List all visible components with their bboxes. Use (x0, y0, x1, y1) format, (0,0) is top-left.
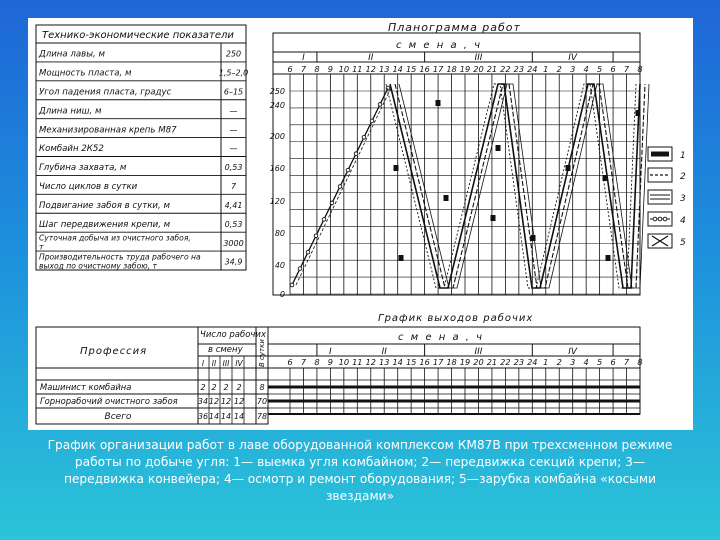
hour-label: 6 (610, 357, 616, 367)
hour-label: 13 (379, 357, 390, 367)
indicator-value: 0,53 (224, 219, 243, 229)
y-tick-label: 250 (269, 87, 285, 96)
indicator-label: Угол падения пласта, градус (39, 87, 172, 98)
profession-header: Профессия (80, 346, 148, 357)
hour-label: 7 (300, 357, 307, 367)
workers-chart-hour-labels (287, 357, 642, 367)
workers-row-value: 12 (233, 397, 245, 406)
workers-table-frame (36, 327, 268, 424)
indicator-label-cont: выход по очистному забою, т (39, 261, 157, 271)
hour-label: 10 (338, 357, 350, 367)
legend-number: 1 (680, 151, 686, 161)
indicator-label: Производительность труда рабочего на (39, 252, 201, 262)
hour-label: 9 (327, 64, 333, 74)
advance-marker (378, 103, 382, 107)
y-tick-label: 120 (269, 197, 285, 206)
advance-marker (338, 185, 342, 189)
repair-marker (399, 255, 404, 261)
hour-label: 3 (570, 357, 576, 367)
hour-label: 4 (583, 64, 589, 74)
indicator-value: 7 (230, 182, 237, 192)
y-tick-label: 160 (269, 164, 285, 173)
hour-label: 18 (446, 64, 457, 74)
hour-label: 2 (556, 64, 562, 74)
hour-label: 2 (556, 357, 562, 367)
workers-chart-bars (268, 387, 640, 414)
hour-label: 11 (352, 64, 363, 74)
hour-label: 23 (513, 64, 525, 74)
hour-label: 16 (419, 64, 430, 74)
hour-label: 19 (459, 64, 471, 74)
indicator-label: Комбайн 2К52 (39, 144, 104, 155)
hour-label: 15 (405, 357, 417, 367)
hour-label: 20 (473, 357, 484, 367)
y-tick-label: 80 (274, 229, 285, 238)
workers-row-value: 14 (208, 412, 220, 421)
repair-marker (436, 100, 441, 106)
work-curve-1 (390, 84, 640, 288)
y-tick-label: 200 (269, 132, 285, 141)
indicator-label: Подвигание забоя в сутки, м (39, 200, 170, 211)
repair-marker (444, 195, 449, 201)
legend (648, 147, 686, 248)
workers-shift-col-header: I (201, 359, 205, 368)
hour-label: 8 (314, 357, 320, 367)
hour-label: 11 (352, 357, 363, 367)
y-tick-label: 0 (279, 290, 285, 299)
indicator-label: Суточная добыча из очистного забоя, (39, 233, 191, 243)
shift-numeral: III (474, 53, 483, 63)
workers-row-value: 34 (197, 397, 209, 406)
indicator-value: 4,41 (224, 200, 243, 210)
workers-shift-col-header: IV (235, 359, 243, 368)
shift-numeral: II (381, 347, 387, 357)
indicator-value: 3000 (223, 238, 244, 248)
hour-label: 4 (583, 357, 589, 367)
legend-symbol-solid (651, 152, 669, 157)
indicator-rows (36, 50, 248, 271)
hour-label: 19 (459, 357, 471, 367)
workers-row-name: Машинист комбайна (40, 382, 132, 392)
indicator-value: 250 (225, 49, 242, 59)
workers-row-value: 78 (256, 412, 268, 421)
hour-label: 5 (597, 357, 603, 367)
planogram-grid (273, 52, 643, 295)
planogram-y-ticks (270, 87, 285, 299)
legend-symbol-circle (653, 217, 657, 221)
figure-caption: График организации работ в лаве оборудованной комплексом КМ87В при трехсменном режиме работы по добыче угля: 1— выемка угля комбайном; 2— передвижка секций крепи; 3—передвижка конвейера; 4— осмотр и ремонт оборудования; 5—зарубка комбайна «косыми звездами» (47, 438, 673, 503)
hour-label: 1 (543, 357, 549, 367)
hour-label: 15 (405, 64, 417, 74)
indicator-value: 0,53 (224, 163, 243, 173)
hour-label: 17 (432, 357, 444, 367)
advance-marker (314, 234, 318, 238)
indicator-table-title: Технико-экономические показатели (42, 30, 234, 41)
legend-number: 4 (680, 216, 686, 226)
hour-label: 10 (338, 64, 350, 74)
workers-row-value: 2 (236, 383, 242, 392)
advance-marker (290, 283, 294, 287)
indicator-label: Шаг передвижения крепи, м (39, 219, 171, 230)
indicator-label-cont: т (39, 242, 44, 252)
shift-numeral: II (368, 53, 374, 63)
advance-marker (362, 135, 366, 139)
indicator-value: — (229, 106, 238, 116)
hour-label: 12 (365, 357, 376, 367)
hour-label: 6 (287, 357, 293, 367)
repair-marker (496, 145, 501, 151)
shift-numeral: I (329, 347, 332, 357)
legend-number: 5 (680, 238, 686, 248)
hour-label: 7 (300, 64, 307, 74)
hour-label: 6 (610, 64, 616, 74)
hour-label: 9 (327, 357, 333, 367)
workers-row-value: 14 (233, 412, 245, 421)
hour-label: 21 (486, 357, 498, 367)
workers-row-value: 8 (259, 383, 265, 392)
advance-marker (322, 218, 326, 222)
y-tick-label: 40 (274, 261, 285, 270)
workers-chart-title: График выходов рабочих (378, 313, 534, 324)
indicator-value: 34,9 (224, 257, 243, 267)
workers-row-name: Всего (104, 412, 132, 422)
repair-marker (394, 165, 399, 171)
indicator-label: Мощность пласта, м (39, 68, 132, 79)
repair-marker (491, 215, 496, 221)
workers-table-rows (40, 356, 267, 424)
workers-chart-shift-header: с м е н а , ч (398, 332, 485, 343)
workers-row-value: 36 (197, 412, 209, 421)
hour-label: 8 (637, 357, 643, 367)
advance-marker (298, 267, 302, 271)
total-header: В сутки (258, 339, 266, 367)
indicator-value: — (229, 125, 238, 135)
workers-row-value: 2 (211, 383, 217, 392)
workers-row-name: Горнорабочий очистного забоя (40, 396, 178, 406)
shift-numeral: III (474, 347, 483, 357)
hour-label: 20 (473, 64, 484, 74)
legend-number: 3 (680, 194, 686, 204)
indicator-value: 6–15 (223, 87, 244, 97)
hour-label: 1 (543, 64, 549, 74)
hour-label: 13 (379, 64, 390, 74)
repair-marker (566, 165, 571, 171)
advance-marker (346, 168, 350, 172)
workers-chart-grid (268, 344, 643, 414)
indicator-label: Механизированная крепь М87 (39, 125, 177, 136)
hour-label: 12 (365, 64, 376, 74)
count-header-line1: Число рабочих (200, 330, 266, 340)
hour-label: 8 (637, 64, 643, 74)
hour-label: 14 (392, 64, 403, 74)
workers-shift-col-header: III (222, 359, 230, 368)
hour-label: 16 (419, 357, 430, 367)
hour-label: 7 (623, 64, 630, 74)
hour-label: 22 (500, 64, 511, 74)
hour-label: 14 (392, 357, 403, 367)
workers-row-value: 2 (223, 383, 229, 392)
repair-marker (606, 255, 611, 261)
count-header-line2: в смену (208, 345, 243, 355)
legend-symbol-circle (663, 217, 667, 221)
workers-row-value: 12 (208, 397, 220, 406)
shift-numeral: I (302, 53, 305, 63)
hour-label: 5 (597, 64, 603, 74)
hour-label: 23 (513, 357, 525, 367)
workers-row-value: 12 (220, 397, 232, 406)
repair-marker (636, 110, 641, 116)
advance-marker (306, 250, 310, 254)
legend-symbol-box (648, 190, 672, 204)
legend-symbol-circle (658, 217, 662, 221)
planogram-hour-labels (287, 64, 642, 74)
repair-marker (531, 235, 536, 241)
planogram-title: Планограмма работ (388, 21, 521, 34)
hour-label: 24 (527, 357, 538, 367)
workers-row-value: 70 (256, 397, 268, 406)
shift-numeral: IV (568, 347, 578, 357)
hour-label: 17 (432, 64, 444, 74)
indicator-label: Длина ниш, м (39, 106, 102, 117)
workers-shift-col-header: II (211, 359, 217, 368)
indicator-label: Число циклов в сутки (39, 182, 138, 193)
hour-label: 24 (527, 64, 538, 74)
indicator-value: 1,5–2,0 (218, 68, 249, 78)
advance-marker (370, 119, 374, 123)
hour-label: 3 (570, 64, 576, 74)
indicator-label: Глубина захвата, м (39, 163, 127, 174)
legend-number: 2 (680, 172, 686, 182)
hour-label: 7 (623, 357, 630, 367)
planogram-shift-header: с м е н а , ч (396, 40, 483, 51)
hour-label: 21 (486, 64, 498, 74)
hour-label: 8 (314, 64, 320, 74)
indicator-value: — (229, 144, 238, 154)
hour-label: 22 (500, 357, 511, 367)
indicator-label: Длина лавы, м (39, 49, 105, 60)
workers-row-value: 14 (220, 412, 232, 421)
workers-row-value: 2 (200, 383, 206, 392)
hour-label: 6 (287, 64, 293, 74)
shift-numeral: IV (568, 53, 578, 63)
repair-marker (603, 175, 608, 181)
advance-marker (354, 152, 358, 156)
advance-marker (330, 201, 334, 205)
hour-label: 18 (446, 357, 457, 367)
document-scan (28, 18, 693, 430)
y-tick-label: 240 (269, 101, 285, 110)
